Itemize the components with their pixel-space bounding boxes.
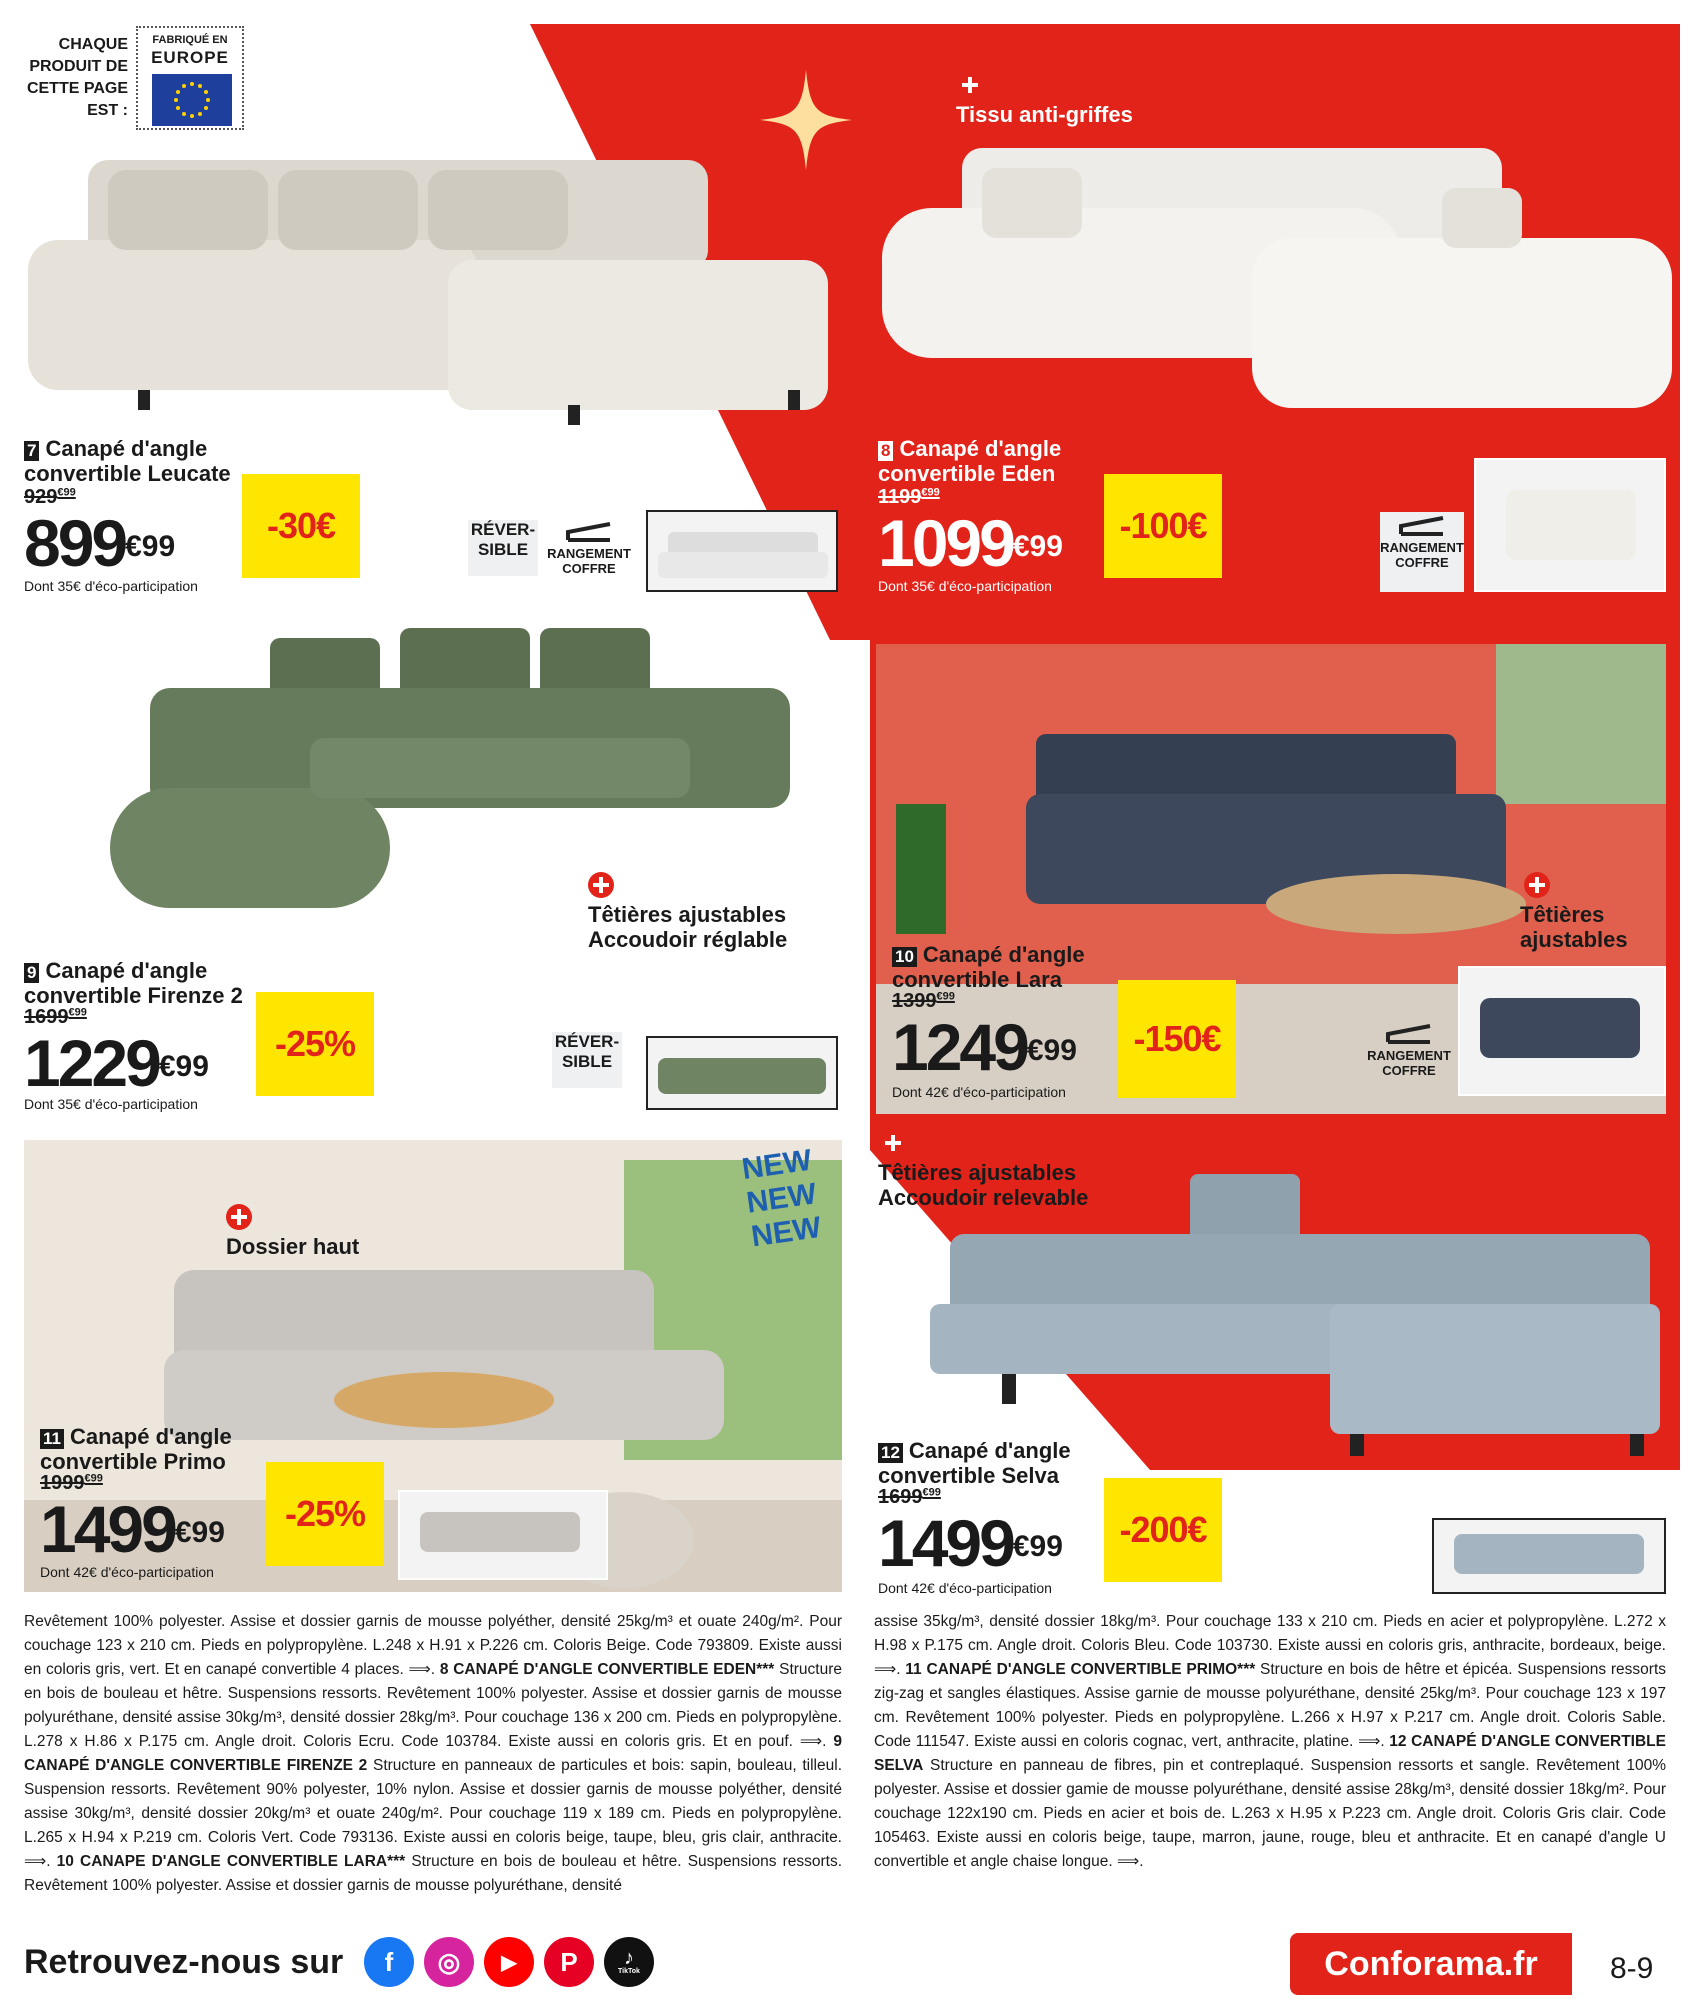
sofa-thumbnail xyxy=(646,1036,838,1110)
discount-badge: -100€ xyxy=(1104,474,1222,578)
old-price-main: 1399 xyxy=(892,990,937,1012)
plus-icon xyxy=(226,1204,252,1230)
product-title xyxy=(40,1424,232,1474)
title-line: Canapé d'angle xyxy=(45,436,208,461)
youtube-icon[interactable]: ▶ xyxy=(484,1937,534,1987)
product-title xyxy=(24,436,231,486)
price-cents: €99 xyxy=(1026,1034,1077,1067)
discount-badge: -200€ xyxy=(1104,1478,1222,1582)
description-left xyxy=(24,1610,842,1898)
eco-participation: Dont 35€ d'éco-participation xyxy=(24,1096,198,1112)
old-price-main: 1999 xyxy=(40,1472,85,1494)
price xyxy=(24,1026,209,1100)
price-main: 1249 xyxy=(892,1010,1027,1084)
discount-badge: -150€ xyxy=(1118,980,1236,1098)
title-line: Canapé d'angle xyxy=(899,436,1062,461)
desc-heading: 8 CANAPÉ D'ANGLE CONVERTIBLE EDEN*** xyxy=(439,1661,775,1678)
sofa-leucate-image xyxy=(28,150,838,430)
sofa-green-thumbnail-image xyxy=(648,1038,836,1108)
conforama-link[interactable]: Conforama.fr xyxy=(1290,1933,1572,1995)
feature-line: Têtières xyxy=(1520,902,1605,927)
badge-line: EST : xyxy=(87,102,128,119)
tiktok-label: TikTok xyxy=(618,1968,640,1975)
sofa-blue-thumbnail-image xyxy=(1460,968,1664,1094)
storage-tag xyxy=(544,518,634,588)
sofa-thumbnail xyxy=(1474,458,1666,592)
eco-participation: Dont 42€ d'éco-participation xyxy=(878,1580,1052,1596)
storage-box-icon xyxy=(1397,512,1447,536)
product-number: 11 xyxy=(40,1429,64,1449)
price-cents: €99 xyxy=(174,1516,225,1549)
new-label: NEW xyxy=(739,1143,814,1187)
reversible-tag: RÉVER- SIBLE xyxy=(552,1032,622,1088)
desc-heading: 12 CANAPÉ D'ANGLE CONVERTIBLE SELVA xyxy=(874,1733,1666,1774)
old-price-main: 1699 xyxy=(24,1006,69,1028)
product-title xyxy=(892,942,1085,992)
title-line: convertible Firenze 2 xyxy=(24,983,243,1008)
old-price-main: 1699 xyxy=(878,1486,923,1508)
tiktok-glyph: ♪ xyxy=(624,1947,634,1969)
plus-icon xyxy=(957,72,983,98)
reversible-tag: RÉVER- SIBLE xyxy=(468,520,538,576)
tiktok-icon[interactable] xyxy=(604,1937,654,1987)
feature-line: Têtières ajustables xyxy=(588,902,787,927)
feature-text: Dossier haut xyxy=(226,1234,360,1259)
new-label: NEW xyxy=(744,1177,819,1220)
desc-text: assise 35kg/m³, densité dossier 18kg/m³. Pour couchage 133 x 210 cm. Pieds en acier et polypropylène. L.272 x H.98 x P.175 cm. Angle droit. Coloris Bleu. Code 103730. Existe aussi en coloris gris, anthracite, bordeaux, beige. ⟹. xyxy=(874,1613,1666,1678)
desc-heading: 11 CANAPÉ D'ANGLE CONVERTIBLE PRIMO*** xyxy=(905,1661,1256,1678)
discount-badge: -30€ xyxy=(242,474,360,578)
storage-tag xyxy=(1364,1020,1454,1100)
sofa-bed-thumbnail-image xyxy=(648,512,836,590)
sofa-grey-thumbnail-image xyxy=(400,1492,606,1578)
product-title xyxy=(24,958,243,1008)
old-price-cents: €99 xyxy=(921,486,940,499)
product-title xyxy=(878,436,1061,486)
sofa-eden-image xyxy=(882,148,1678,428)
retrouvez-nous-label: Retrouvez-nous sur xyxy=(24,1943,344,1981)
price xyxy=(878,506,1063,580)
desc-text: Revêtement 100% polyester. Assise et dossier garnis de mousse polyéther, densité 25kg/m³ et ouate 240g/m². Pour couchage 123 x 210 cm. Pieds en polypropylène. L.248 x H.91 x P.226 cm. Coloris Beige. Code 793809. Existe aussi en coloris gris, vert. Et en canapé convertible 4 places. ⟹. xyxy=(24,1613,842,1678)
storage-label: RANGEMENT COFFRE xyxy=(1380,540,1464,570)
price-cents: €99 xyxy=(158,1050,209,1083)
product-number: 12 xyxy=(878,1443,903,1463)
desc-heading: 9 CANAPÉ D'ANGLE CONVERTIBLE FIRENZE 2 xyxy=(24,1733,842,1774)
price-cents: €99 xyxy=(1012,530,1063,563)
eu-flag-icon xyxy=(152,74,232,126)
plus-icon xyxy=(1524,872,1550,898)
price-main: 1099 xyxy=(878,506,1013,580)
price xyxy=(24,506,176,580)
title-line: convertible Eden xyxy=(878,461,1056,486)
plus-icon xyxy=(588,872,614,898)
price-cents: €99 xyxy=(1012,1530,1063,1563)
facebook-icon[interactable]: f xyxy=(364,1937,414,1987)
title-line: convertible Selva xyxy=(878,1463,1059,1488)
desc-heading: 10 CANAPE D'ANGLE CONVERTIBLE LARA*** xyxy=(56,1853,406,1870)
old-price-main: 1199 xyxy=(878,486,922,508)
title-line: convertible Lara xyxy=(892,967,1062,992)
price-main: 1499 xyxy=(40,1492,175,1566)
storage-label: RANGEMENT COFFRE xyxy=(547,546,631,576)
storage-box-icon xyxy=(564,518,614,542)
product-number: 9 xyxy=(24,963,39,983)
title-line: Canapé d'angle xyxy=(69,1424,232,1449)
eco-participation: Dont 42€ d'éco-participation xyxy=(892,1084,1066,1100)
badge-line: PRODUIT DE xyxy=(29,58,128,75)
feature-line: Accoudoir réglable xyxy=(588,927,788,952)
sofa-thumbnail xyxy=(646,510,838,592)
storage-box-icon xyxy=(1384,1020,1434,1044)
old-price-cents: €99 xyxy=(922,1486,941,1499)
product-number: 10 xyxy=(892,947,917,967)
desc-text: Structure en bois de bouleau et hêtre. Suspensions ressorts. Revêtement 100% polyester. Assise et dossier garnis de mousse polyuréthane, densité assise 30kg/m³, densité dossier 28kg/m³. Pour couchage 136 x 200 cm. Pieds en polypropylène. L.278 x H.86 x P.175 cm. Angle droit. Coloris Ecru. Code 103784. Existe aussi en coloris gris. Et en pouf. ⟹. xyxy=(24,1661,842,1750)
old-price-cents: €99 xyxy=(57,486,76,499)
plus-icon xyxy=(880,1130,906,1156)
desc-text: Structure en bois de bouleau et hêtre. Suspensions ressorts. Revêtement 100% polyester. Assise et dossier garnis de mousse polyuréthane, densité xyxy=(24,1853,843,1894)
made-in-europe-badge xyxy=(20,24,250,136)
badge-made-in: FABRIQUÉ EN xyxy=(152,34,228,46)
price-main: 1229 xyxy=(24,1026,159,1100)
price-cents: €99 xyxy=(125,530,176,563)
feature-line: ajustables xyxy=(1520,927,1628,952)
title-line: convertible Leucate xyxy=(24,461,231,486)
storage-tag xyxy=(1380,512,1464,592)
product-title xyxy=(878,1438,1071,1488)
product-number: 7 xyxy=(24,441,39,461)
new-label: NEW xyxy=(749,1210,824,1254)
title-line: convertible Primo xyxy=(40,1449,226,1474)
feature-line: Accoudoir relevable xyxy=(878,1185,1089,1210)
sofa-firenze-image xyxy=(110,628,790,928)
price-main: 899 xyxy=(24,506,126,580)
title-line: Canapé d'angle xyxy=(45,958,208,983)
storage-label: RANGEMENT COFFRE xyxy=(1367,1048,1451,1078)
badge-europe: EUROPE xyxy=(151,48,229,67)
feature-text: Tissu anti-griffes xyxy=(956,102,1133,127)
eco-participation: Dont 35€ d'éco-participation xyxy=(878,578,1052,594)
discount-badge: -25% xyxy=(256,992,374,1096)
discount-badge: -25% xyxy=(266,1462,384,1566)
old-price-cents: €99 xyxy=(68,1006,87,1019)
desc-text: Structure en panneaux de particules et bois: sapin, bouleau, tilleul. Suspension ressorts. Revêtement 90% polyester, 10% nylon. Assise et dossier garnis de mousse polyéther, densité assise 30kg/m³, densité dossier 20kg/m³ et ouate 240g/m². Pour couchage 119 x 189 cm. Pieds en polypropylène. L.265 x H.94 x P.219 cm. Coloris Vert. Code 793136. Existe aussi en coloris beige, taupe, bleu, gris clair, anthracite. ⟹. xyxy=(24,1757,842,1870)
sofa-thumbnail xyxy=(398,1490,608,1580)
sofa-selva-image xyxy=(930,1174,1670,1464)
sofa-storage-thumbnail-image xyxy=(1476,460,1664,590)
price xyxy=(892,1010,1077,1084)
feature-text xyxy=(588,902,787,952)
description-right xyxy=(874,1610,1692,1874)
instagram-icon[interactable]: ◎ xyxy=(424,1937,474,1987)
new-badge xyxy=(723,1141,841,1262)
title-line: Canapé d'angle xyxy=(922,942,1085,967)
page-number: 8-9 xyxy=(1610,1952,1654,1985)
desc-text: Structure en bois de hêtre et épicéa. Suspensions ressorts zig-zag et sangles élastiques. Assise garnie de mousse polyuréthane, densité 25kg/m³. Pour couchage 123 x 197 cm. Revêtement 100% polyester. Pieds en polypropylène. L.266 x H.97 x P.217 cm. Angle droit. Coloris Sable. Code 111547. Existe aussi en coloris cognac, vert, anthracite, platine. ⟹. xyxy=(874,1661,1666,1750)
price-main: 1499 xyxy=(878,1506,1013,1580)
pinterest-icon[interactable]: P xyxy=(544,1937,594,1987)
badge-line: CETTE PAGE xyxy=(26,80,128,97)
old-price-cents: €99 xyxy=(936,990,955,1003)
feature-text xyxy=(1520,902,1628,952)
old-price-main: 929 xyxy=(24,486,58,508)
title-line: Canapé d'angle xyxy=(908,1438,1071,1463)
product-number: 8 xyxy=(878,441,893,461)
desc-text: Structure en panneau de fibres, pin et contreplaqué. Suspension ressorts et sangle. Revêtement 100% polyester. Assise et dossier gamie de mousse polyuréthane, densité assise 28kg/m³, densité dossier 18kg/m². Pour couchage 122x190 cm. Pieds en acier et bois de. L.263 x H.95 x P.223 cm. Angle droit. Coloris Gris clair. Code 105463. Existe aussi en coloris beige, taupe, marron, jaune, rouge, bleu et anthracite. Et en canapé d'angle U convertible et angle chaise longue. ⟹. xyxy=(874,1757,1666,1870)
sofa-thumbnail xyxy=(1432,1518,1666,1594)
sofa-selva-thumbnail-image xyxy=(1434,1520,1664,1592)
eco-participation: Dont 42€ d'éco-participation xyxy=(40,1564,214,1580)
sofa-thumbnail xyxy=(1458,966,1666,1096)
price xyxy=(40,1492,225,1566)
old-price-cents: €99 xyxy=(84,1472,103,1485)
feature-line: Têtières ajustables xyxy=(878,1160,1077,1185)
badge-line: CHAQUE xyxy=(58,36,128,53)
price xyxy=(878,1506,1063,1580)
eco-participation: Dont 35€ d'éco-participation xyxy=(24,578,198,594)
